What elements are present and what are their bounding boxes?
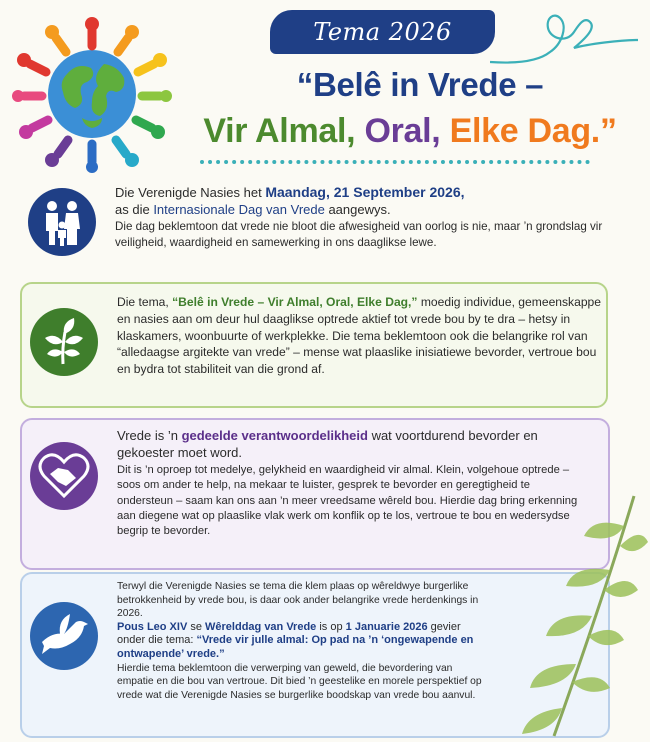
card2-text <box>117 294 601 378</box>
card-theme <box>20 282 608 408</box>
card1-designated: aangewys. <box>324 202 391 217</box>
card2-body: moedig individue, gemeenskappe en nasies aan om deur hul daaglikse optrede aktief tot vrede bou by te dra – hetsy in klaskamers, woonbuurte of werkplekke. Die tema beklemtoon ook die belangrike rol van “alledaagse argitekte van vrede” – mense wat plaaslike inisiatiewe bevorder, vertroue bou en bydra tot stabiliteit van die grond af. <box>117 295 602 377</box>
card4-celebrated: gevier onder die tema: <box>117 620 461 647</box>
globe-people-icon <box>12 14 172 174</box>
pope-name: Pous Leo XIV <box>117 620 188 633</box>
card2-intro: Die tema, <box>117 295 173 309</box>
jan-date: 1 Januarie 2026 <box>345 620 428 633</box>
title-oral: Oral, <box>355 112 441 150</box>
family-icon <box>28 188 96 256</box>
title-line-1: “Belê in Vrede – <box>296 66 544 103</box>
heart-handshake-icon <box>30 442 98 510</box>
card4-se: se <box>187 620 206 633</box>
title-elke-dag: Elke Dag.” <box>440 112 617 150</box>
date-highlight: Maandag, 21 September 2026, <box>265 184 465 200</box>
olive-branch-icon <box>484 486 650 742</box>
title-almal: Vir Almal, <box>203 112 356 150</box>
card3-lead: wat voortdurend bevorder en gekoester moet word. <box>117 428 538 461</box>
card4-is-on: is op <box>316 620 346 633</box>
card3-intro: Vrede is ’n <box>117 428 182 443</box>
plant-icon <box>30 308 98 376</box>
title-line-2 <box>175 112 645 151</box>
card4-intro: Terwyl die Verenigde Nasies se tema die klem plaas op wêreldwye burgerlike betrokkenheid by vrede bou, is daar ook ander belangrike vrede herdenkings in 2026. <box>117 581 479 620</box>
heart-swirl-icon <box>490 4 640 74</box>
card4-body: Hierdie tema beklemtoon die verwerping van geweld, die bevordering van empatie en die bou van vertroue. Dit bied ’n geestelike en morele perspektief op vrede wat die Verenigde Nasies se burgerlike boodskap van vrede bou aanvul. <box>117 662 482 701</box>
card4-text <box>117 580 487 702</box>
card-un-date <box>20 180 610 280</box>
card1-as: as die <box>115 202 154 217</box>
shared-responsibility: gedeelde verantwoordelikheid <box>181 428 368 443</box>
pope-theme-quote: “Vrede vir julle almal: Op pad na ’n ‘ongewapende en ontwapende’ vrede.” <box>117 634 474 660</box>
dotted-divider <box>200 160 590 168</box>
card1-body: Die dag beklemtoon dat vrede nie bloot die afwesigheid van oorlog is nie, maar ’n grondslag vir veiligheid, waardigheid en samewerking in ons daaglikse lewe. <box>115 220 603 249</box>
theme-badge: Tema 2026 <box>270 10 495 54</box>
card3-body: Dit is ’n oproep tot medelye, gelykheid en waardigheid vir almal. Klein, volgehoue optrede – soos om ander te help, na mekaar te luister, gesprek te bevorder en geregtigheid te ondersteun – saam kan ons aan ’n meer vreedsame wêreld bou. Hierdie dag bring erkenning aan diegene wat op plaaslike vlak werk om konflik op te los, vertroue te bou en wedersydse begrip te bevorder. <box>117 463 578 538</box>
card1-intro: Die Verenigde Nasies het <box>115 185 266 200</box>
dove-icon <box>30 602 98 670</box>
header <box>0 0 650 180</box>
world-day-of-peace: Wêrelddag van Vrede <box>205 620 317 633</box>
card1-text <box>115 184 605 251</box>
day-of-peace: Internasionale Dag van Vrede <box>153 202 325 217</box>
theme-quote: “Belê in Vrede – Vir Almal, Oral, Elke Dag,” <box>172 295 418 309</box>
